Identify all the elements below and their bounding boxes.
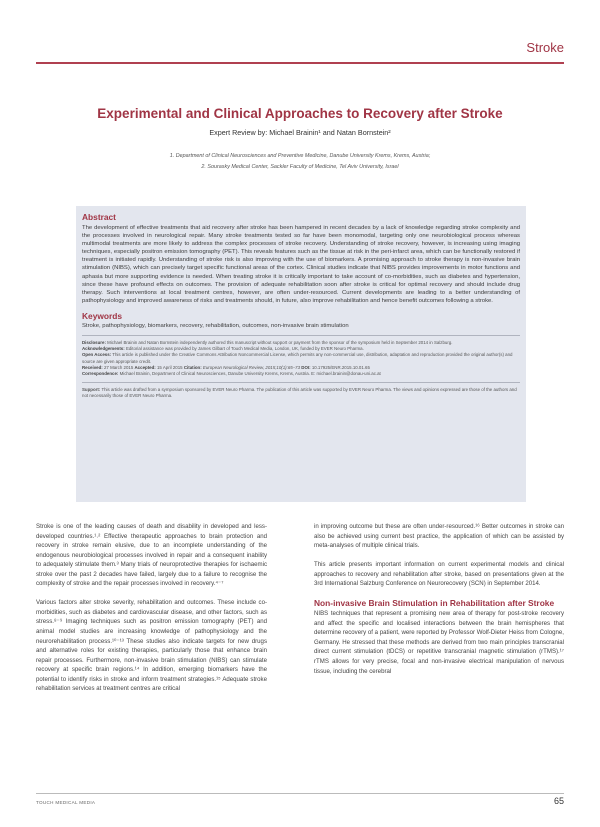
abstract-content (82, 212, 520, 400)
body-paragraph: NIBS techniques that represent a promising new area of therapy for post-stroke recovery and affect the specific and localised interactions between the brain hemispheres that determine recovery of a patient, were reported by Professor Wolf-Dieter Heiss from Cologne, Germany. He stressed that these methods are derived from two main principles transcranial direct current stimulation (tDCS) or repetitive transcranial magnetic stimulation (rTMS).¹⁷ rTMS allows for very precise, focal and non-invasive electrical manipulation of nervous tissue, including the cerebral (314, 610, 564, 675)
article-authors: Expert Review by: Michael Brainin¹ and Natan Bornstein² (209, 128, 391, 137)
affiliation-2: 2. Sourasky Medical Center, Sackler Faculty of Medicine, Tel Aviv University, Israel (201, 164, 399, 170)
doi-label: DOI: (301, 364, 311, 370)
footer-publisher: TOUCH MEDICAL MEDIA (36, 800, 96, 805)
received-date: 27 March 2015 (103, 364, 134, 370)
abstract-heading: Abstract (82, 212, 116, 222)
section-tag: Stroke (526, 40, 564, 55)
accepted-date: 15 April 2015 (156, 364, 183, 370)
received-label: Received: (82, 364, 103, 370)
disclosure-label: Disclosure: (82, 339, 106, 345)
open-access-text: This article is published under the Creative Commons Attribution Noncommercial License, which permits any non-commercial use, distribution, adaptation and reproduction provided the original author(s) and source are given appropriate credit. (82, 352, 513, 364)
body-paragraph: This article presents important information on current experimental models and clinical approaches to recovery and rehabilitation after stroke, based on presentations given at the 3rd International Salzburg Conference on Neurorecovery (SCN) in September 2014. (314, 561, 564, 588)
abstract-box (76, 206, 526, 502)
abstract-text: The development of effective treatments that aid recovery after stroke has been hampered in recent decades by a lack of knowledge regarding stroke complexity and the processes involved in neurological repair. Many stroke treatments tested so far have been monomodal, targeting only one neurobiological process whereas multimodal treatments are more likely to address the complex processes of stroke recovery. Understanding of stroke recovery, however, is increasing using imaging techniques, especially positron emission tomography (PET). This reveals features such as the tissue at risk in the peri-infarct area, which can be functionally restored if treatment is initiated rapidly. Understanding of stroke risk is also improving with the use of biomarkers. A promising approach to stroke therapy is non-invasive brain stimulation (NIBS), which can precisely target specific functional areas of the cortex. Clinical studies indicate that NIBS provides improvements in motor functions and aphasia but more supporting evidence is needed. When treating stroke it is critically important to take account of co-morbidities, such as diabetes and hypertension, since these have profound effects on outcomes. The provision of adequate rehabilitation soon after stroke is critical for optimal recovery and should include drug therapy. Such interventions at local treatment centres, however, are often under-resourced. Current developments are leading to a better understanding of pathophysiology and improved awareness of risks and treatments should, in future, also improve rehabilitation and hence benefit outcomes following a stroke. (82, 225, 520, 304)
affiliation-1: 1. Department of Clinical Neurosciences and Preventive Medicine, Danube University Krems, Krems, Austria; (169, 153, 431, 159)
support-divider (82, 382, 520, 383)
correspondence-text: Michael Brainin, Department of Clinical Neurosciences, Danube University Krems, Krems, Austria. E: michael.brainin@donau-uni.ac.at (119, 370, 381, 376)
footer-rule (36, 793, 564, 794)
keywords-heading: Keywords (82, 310, 123, 321)
article-meta (82, 340, 520, 377)
body-paragraph: Various factors alter stroke severity, rehabilitation and outcomes. These include co-morbidities, such as diabetes and cardiovascular disease, and other factors, such as stress.⁸⁻⁹ Imaging techniques such as positron emission tomography (PET) and animal model studies are increasing knowledge of pathophysiology and the neurorehabilitation process.¹⁰⁻¹³ These studies also indicate targets for new drugs and alternative roles for existing therapies, particularly those that enhance brain repair processes. Furthermore, non-invasive brain stimulation (NIBS) can stimulate recovery at specific brain regions.¹⁴ In addition, emerging biomarkers have the potential to identify risks in stroke and inform treatment strategies.¹⁵ Adequate stroke rehabilitation services at treatment centres are critical (36, 599, 267, 693)
support-line (82, 387, 520, 400)
correspondence-label: Correspondence: (82, 370, 119, 376)
disclosure-text: Michael Brainin and Natan Bornstein independently authored this manuscript without support or payment from the sponsor of the symposium held in September 2014 in Salzburg. (107, 339, 453, 345)
doi-text: 10.17925/ENR.2015.10.01.65 (311, 364, 370, 370)
accepted-label: Accepted: (134, 364, 156, 370)
section-heading: Non-invasive Brain Stimulation in Rehabilitation after Stroke (314, 598, 555, 609)
open-access-label: Open Access: (82, 352, 112, 358)
meta-divider (82, 335, 520, 336)
open-access-line (82, 352, 520, 364)
ack-label: Acknowledgements: (82, 346, 125, 352)
ack-text: Editorial assistance was provided by James Gilbart of Touch Medical Media, London, UK, funded by EVER Neuro Pharma. (125, 346, 364, 352)
support-label: Support: (82, 387, 101, 393)
body-paragraph: in improving outcome but these are often under-resourced.¹⁶ Better outcomes in stroke can also be achieved using current best practice, the application of which can be assisted by meta-analyses of multiple clinical trials. (314, 523, 564, 550)
support-text: This article was drafted from a symposium sponsored by EVER Neuro Pharma. The publication of this article was supported by EVER Neuro Pharma. The views and opinions expressed are those of the authors and not necessarily those of EVER Neuro Pharma. (82, 387, 517, 399)
body-column-left (36, 522, 267, 703)
article-title: Experimental and Clinical Approaches to Recovery after Stroke (97, 106, 503, 121)
body-paragraph: Stroke is one of the leading causes of death and disability in developed and less-developed countries.¹˒² Effective therapeutic approaches to brain protection and recovery in stroke remain elusive, due to an incomplete understanding of the endogenous neurobiological processes involved in repair and a consequent inability to adequately stimulate them.³ Many trials of neuroprotective therapies for ischaemic stroke over the past 2 decades have failed, largely due to a failure to recognise the complexity of stroke and the repair processes involved in recovery.⁴⁻⁷ (36, 523, 267, 588)
correspondence-line (82, 371, 520, 377)
citation-label: Citation: (183, 364, 202, 370)
header-rule (36, 62, 564, 64)
citation-text: European Neurological Review, 2015;10(1):65–73 (202, 364, 301, 370)
body-column-right (314, 522, 564, 686)
page-number: 65 (553, 796, 564, 806)
keywords-text: Stroke, pathophysiology, biomarkers, recovery, rehabilitation, outcomes, non-invasive brain stimulation (82, 322, 349, 329)
